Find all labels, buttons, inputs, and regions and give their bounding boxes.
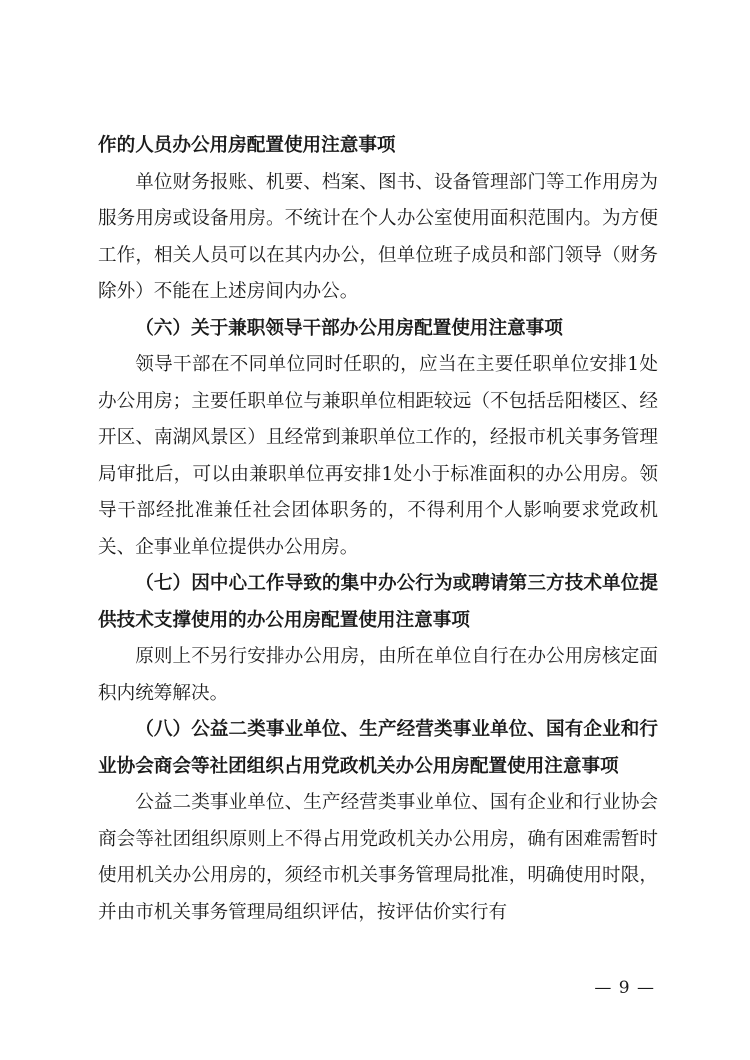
page-number: — 9 —: [594, 978, 655, 998]
paragraph: 单位财务报账、机要、档案、图书、设备管理部门等工作用房为服务用房或设备用房。不统计在个人办公室使用面积范围内。为方便工作，相关人员可以在其内办公，但单位班子成员和部门领导（财务除外）不能在上述房间内办公。: [98, 171, 658, 302]
section-heading-8: （八）公益二类事业单位、生产经营类事业单位、国有企业和行业协会商会等社团组织占用党政机关办公用房配置使用注意事项: [98, 719, 658, 777]
body-text: [98, 128, 658, 931]
paragraph: 领导干部在不同单位同时任职的，应当在主要任职单位安排1处办公用房；主要任职单位与兼职单位相距较远（不包括岳阳楼区、经开区、南湖风景区）且经常到兼职单位工作的，经报市机关事务管理局审批后，可以由兼职单位再安排1处小于标准面积的办公用房。领导干部经批准兼任社会团体职务的，不得利用个人影响要求党政机关、企事业单位提供办公用房。: [98, 354, 658, 558]
section-heading-7: （七）因中心工作导致的集中办公行为或聘请第三方技术单位提供技术支撑使用的办公用房配置使用注意事项: [98, 573, 658, 631]
section-heading-6: （六）关于兼职领导干部办公用房配置使用注意事项: [135, 317, 563, 339]
heading-continuation: 作的人员办公用房配置使用注意事项: [98, 135, 396, 156]
paragraph: 公益二类事业单位、生产经营类事业单位、国有企业和行业协会商会等社团组织原则上不得占用党政机关办公用房，确有困难需暂时使用机关办公用房的，须经市机关事务管理局批准，明确使用时限，并由市机关事务管理局组织评估，按评估价实行有: [98, 792, 658, 923]
paragraph: 原则上不另行安排办公用房，由所在单位自行在办公用房核定面积内统筹解决。: [98, 646, 658, 704]
